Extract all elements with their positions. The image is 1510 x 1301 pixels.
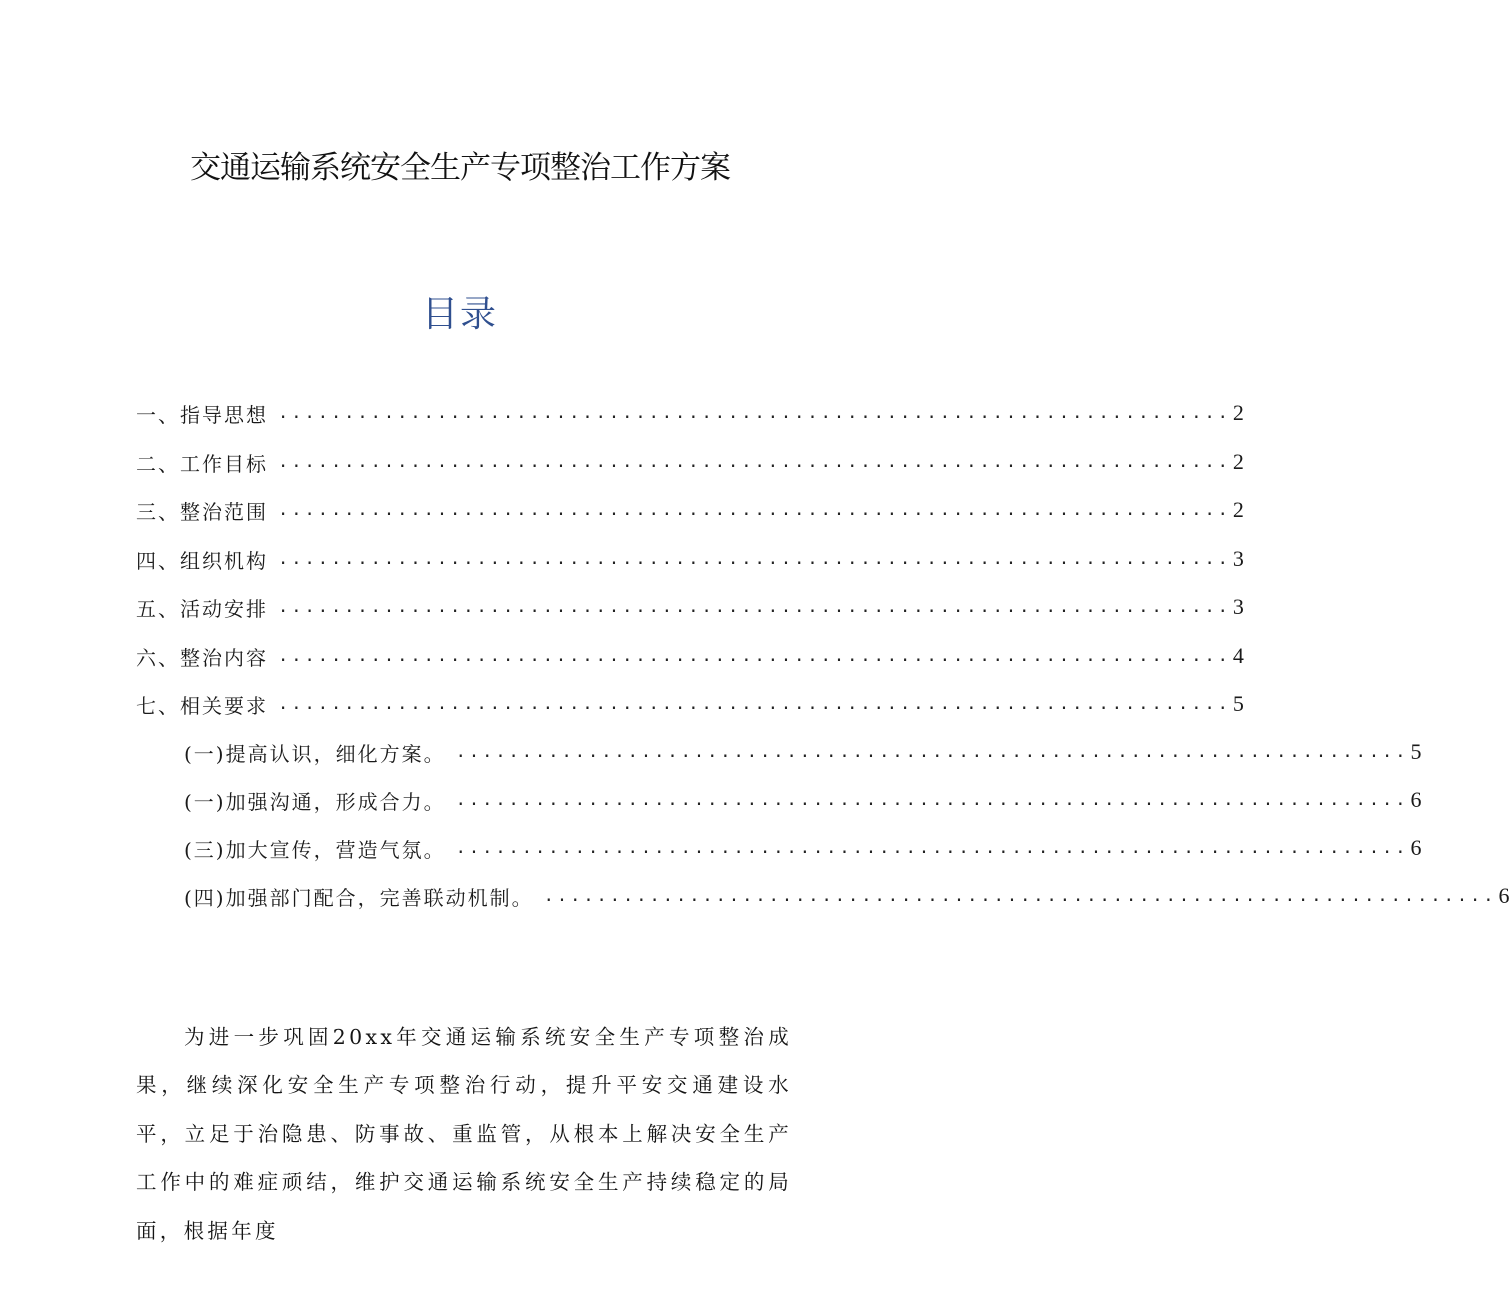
toc-subentry[interactable] [184, 734, 1422, 770]
toc-entry-label: (一)加强沟通，形成合力。 [184, 789, 446, 814]
toc-entry-page: 2 [1232, 449, 1244, 474]
toc-leader-dots: ........................................................................ [455, 838, 1409, 858]
toc-entry-label: 六、整治内容 [136, 645, 268, 670]
toc-entry-label: (三)加大宣传，营造气氛。 [184, 837, 446, 862]
document-title: 交通运输系统安全生产专项整治工作方案 [190, 150, 730, 186]
toc-entry[interactable] [136, 686, 1244, 722]
toc-entry[interactable] [136, 492, 1244, 528]
toc-entry-page: 6 [1498, 883, 1510, 908]
toc-entry[interactable] [136, 638, 1244, 674]
toc-entry-page: 2 [1232, 497, 1244, 522]
toc-entry-page: 6 [1410, 835, 1422, 860]
toc-entry-page: 2 [1232, 400, 1244, 425]
toc-entry[interactable] [136, 541, 1244, 577]
toc-leader-dots: ........................................................................ [278, 694, 1231, 714]
toc-entry-label: 四、组织机构 [136, 548, 268, 573]
toc-leader-dots: ........................................................................ [278, 452, 1231, 472]
toc-leader-dots: ........................................................................ [278, 549, 1231, 569]
toc-leader-dots: ........................................................................ [455, 742, 1409, 762]
toc-entry-page: 5 [1232, 691, 1244, 716]
toc-leader-dots: ........................................................................ [278, 403, 1231, 423]
toc-entry[interactable] [136, 395, 1244, 431]
toc-entry-label: 三、整治范围 [136, 499, 268, 524]
toc-leader-dots: ........................................................................ [278, 646, 1231, 666]
toc-entry-label: 七、相关要求 [136, 693, 268, 718]
intro-paragraph: 为进一步巩固20xx年交通运输系统安全生产专项整治成果，继续深化安全生产专项整治行动，提升平安交通建设水平，立足于治隐患、防事故、重监管，从根本上解决安全生产工作中的难症顽结，维护交通运输系统安全生产持续稳定的局面，根据年度 [136, 1024, 792, 1243]
toc-entry-label: (一)提高认识，细化方案。 [184, 741, 446, 766]
toc-leader-dots: ........................................................................ [278, 597, 1231, 617]
toc-entry-page: 3 [1232, 546, 1244, 571]
toc-entry-label: 二、工作目标 [136, 451, 268, 476]
toc-subentry[interactable] [184, 878, 1510, 914]
toc-entry-page: 6 [1410, 787, 1422, 812]
toc-leader-dots: ........................................................................ [455, 790, 1409, 810]
toc-subentry[interactable] [184, 830, 1422, 866]
toc-entry-page: 5 [1410, 739, 1422, 764]
toc-entry-label: 五、活动安排 [136, 596, 268, 621]
toc-entry-label: 一、指导思想 [136, 402, 268, 427]
toc-entry[interactable] [136, 589, 1244, 625]
toc-entry-page: 4 [1232, 643, 1244, 668]
toc-leader-dots: ........................................................................ [278, 500, 1231, 520]
toc-leader-dots: ........................................................................ [543, 886, 1497, 906]
toc-subentry[interactable] [184, 782, 1422, 818]
toc-entry[interactable] [136, 444, 1244, 480]
toc-entry-page: 3 [1232, 594, 1244, 619]
toc-heading: 目录 [421, 294, 498, 335]
toc-entry-label: (四)加强部门配合，完善联动机制。 [184, 885, 534, 910]
